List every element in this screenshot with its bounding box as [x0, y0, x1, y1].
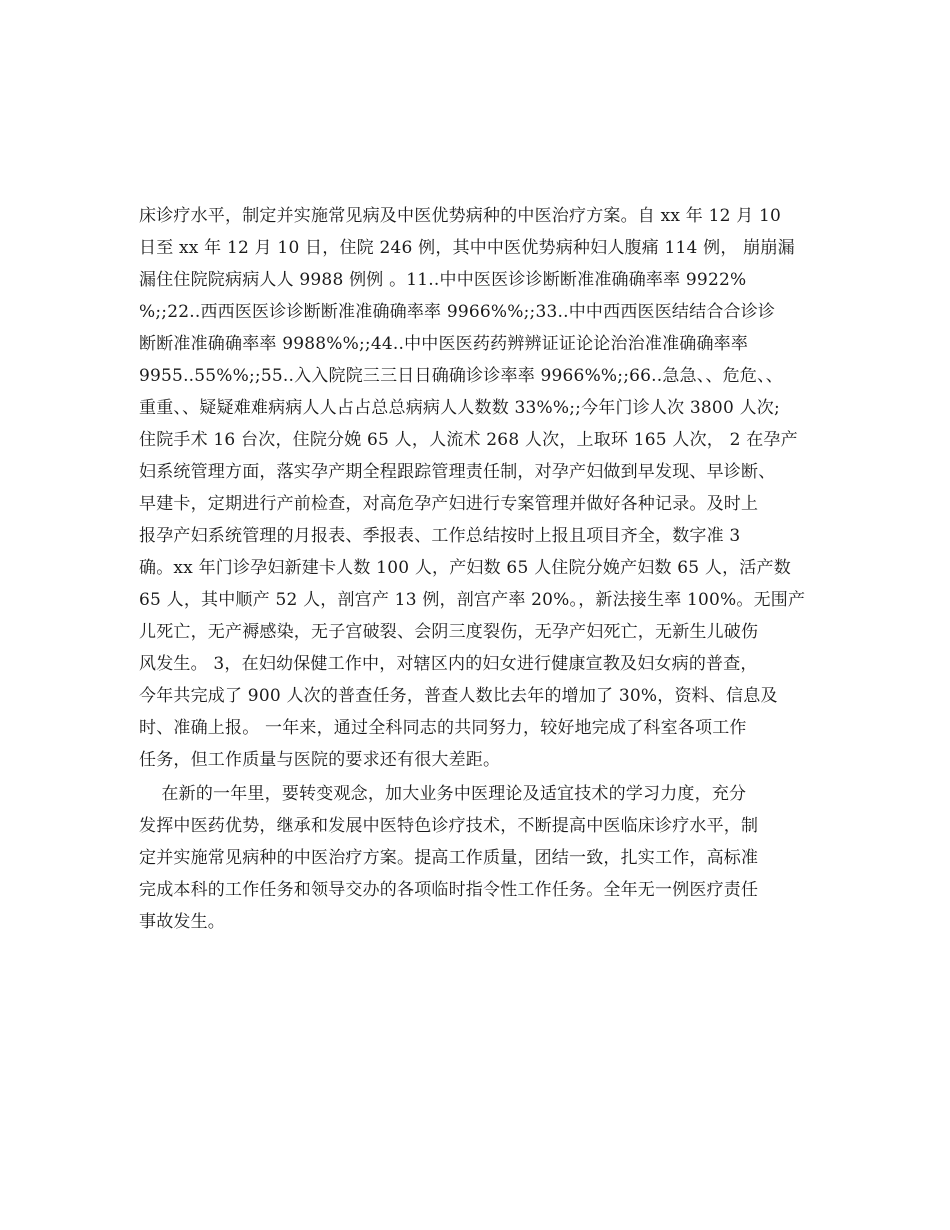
- text-line-5: 断断准准确确率率 9988%%;;44..中中医医药药辨辨证证论论治治准准确确率率: [139, 334, 749, 354]
- text-line-12: 确。xx 年门诊孕妇新建卡人数 100 人，产妇数 65 人住院分娩产妇数 65 人，活产数: [139, 558, 791, 578]
- text-line-4: %;;22..西西医医诊诊断断准准确确率率 9966%%;;33..中中西西医医结结合合诊诊: [139, 302, 776, 322]
- text-line-8: 住院手术 16 台次，住院分娩 65 人，人流术 268 人次，上取环 165 人次， 2 在孕产: [139, 430, 798, 450]
- text-line-14: 儿死亡，无产褥感染，无子宫破裂、会阴三度裂伤，无孕产妇死亡，无新生儿破伤: [139, 622, 759, 642]
- text-line-19: 在新的一年里，要转变观念，加大业务中医理论及适宜技术的学习力度，充分: [139, 784, 747, 804]
- text-line-1: 床诊疗水平，制定并实施常见病及中医优势病种的中医治疗方案。自 xx 年 12 月 10: [139, 206, 782, 226]
- text-line-21: 定并实施常见病种的中医治疗方案。提高工作质量，团结一致，扎实工作，高标准: [139, 848, 759, 868]
- text-line-2: 日至 xx 年 12 月 10 日，住院 246 例，其中中医优势病种妇人腹痛 114 例， 崩崩漏: [139, 238, 795, 258]
- text-line-18: 任务，但工作质量与医院的要求还有很大差距。: [139, 750, 501, 770]
- text-line-9: 妇系统管理方面，落实孕产期全程跟踪管理责任制，对孕产妇做到早发现、早诊断、: [139, 462, 776, 482]
- text-line-11: 报孕产妇系统管理的月报表、季报表、工作总结按时上报且项目齐全，数字准 3: [139, 526, 741, 546]
- text-line-10: 早建卡，定期进行产前检查，对高危孕产妇进行专案管理并做好各种记录。及时上: [139, 494, 759, 514]
- text-line-16: 今年共完成了 900 人次的普查任务，普查人数比去年的增加了 30%，资料、信息及: [139, 686, 778, 706]
- text-line-15: 风发生。 3，在妇幼保健工作中，对辖区内的妇女进行健康宣教及妇女病的普查，: [139, 654, 758, 674]
- text-line-20: 发挥中医药优势，继承和发展中医特色诊疗技术，不断提高中医临床诊疗水平，制: [139, 816, 759, 836]
- text-line-7: 重重、、疑疑难难病病人人占占总总病病人人数数 33%%;;今年门诊人次 3800 人次;: [139, 398, 780, 418]
- text-line-17: 时、准确上报。 一年来，通过全科同志的共同努力，较好地完成了科室各项工作: [139, 718, 747, 738]
- text-line-13: 65 人，其中顺产 52 人，剖宫产 13 例，剖宫产率 20%。，新法接生率 100%。无围产: [139, 590, 806, 610]
- text-line-22: 完成本科的工作任务和领导交办的各项临时指令性工作任务。全年无一例医疗责任: [139, 880, 759, 900]
- text-line-6: 9955..55%%;;55..入入院院三三日日确确诊诊率率 9966%%;;66..急急、、危危、、: [139, 366, 783, 386]
- text-line-3: 漏住住院院病病人人 9988 例例 。11..中中医医诊诊断断准准确确率率 9922%: [139, 270, 747, 290]
- text-line-23: 事故发生。: [139, 912, 225, 932]
- document-body: [139, 200, 829, 938]
